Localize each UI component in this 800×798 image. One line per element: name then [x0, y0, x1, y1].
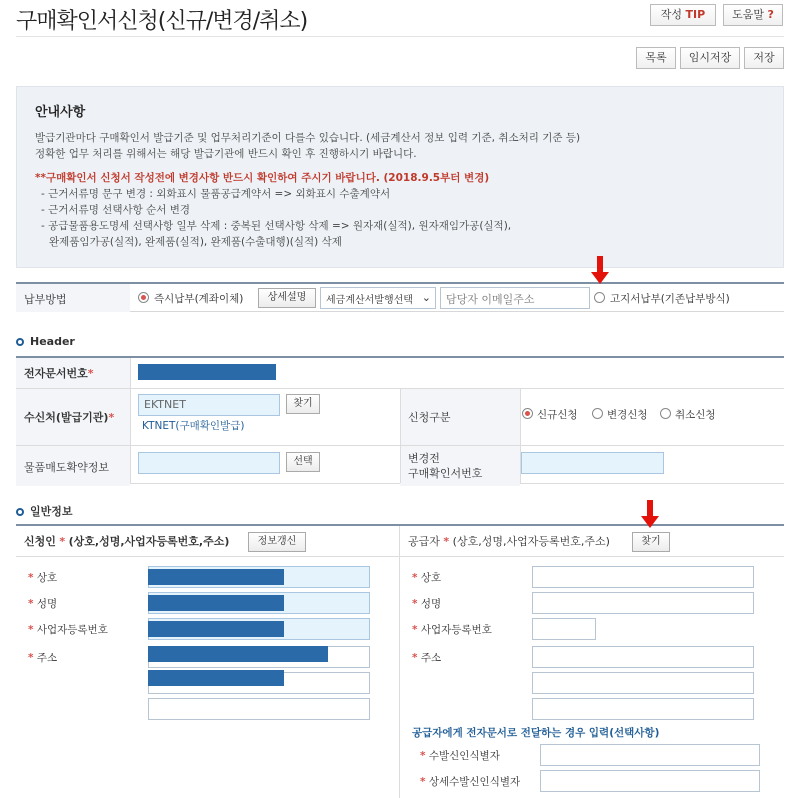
supplier-address-field-3[interactable]: [532, 698, 754, 720]
supplier-name-field[interactable]: [532, 592, 754, 614]
detail-button[interactable]: 상세설명: [258, 288, 316, 308]
notice-item: - 공급물품용도명세 선택사항 일부 삭제 : 중복된 선택사항 삭제 => 원자재(실적), 원자재임가공(실적),: [41, 220, 512, 232]
notice-item: - 근거서류명 문구 변경 : 외화표시 물품공급계약서 => 외화표시 수출계약서: [41, 188, 391, 200]
applicant-bizno-redaction: [148, 621, 284, 637]
request-type-label: 신청구분: [408, 411, 451, 424]
invoice-select[interactable]: [320, 287, 436, 309]
notice-box: [16, 86, 784, 268]
notice-warning: **구매확인서 신청서 작성전에 변경사항 반드시 확인하여 주시기 바랍니다. (2018.9.5부터 변경): [35, 172, 490, 184]
sender-id-field[interactable]: [540, 744, 760, 766]
supplier-header: 공급자 * (상호,성명,사업자등록번호,주소): [400, 526, 784, 556]
receiver-input[interactable]: EKTNET: [138, 394, 280, 416]
list-button[interactable]: 목록: [636, 47, 676, 69]
supplier-address-label: * 주소: [412, 652, 442, 664]
general-section-title: [16, 503, 73, 519]
annotation-arrow-icon: [645, 500, 655, 530]
chevron-down-icon: ⌄: [421, 291, 431, 304]
applicant-name-label: * 성명: [28, 598, 58, 610]
supplier-label: 공급자: [408, 535, 440, 548]
applicant-company-label: * 상호: [28, 572, 58, 584]
changed-label-cell: [400, 446, 520, 486]
notice-line: 발급기관마다 구매확인서 발급기준 및 업무처리기준이 다를수 있습니다. (세금계산서 정보 입력 기준, 취소처리 기준 등): [35, 132, 581, 144]
request-type-label-cell: [400, 389, 520, 445]
bullet-icon: [16, 338, 24, 346]
doc-no-label-cell: 전자문서번호*: [16, 358, 130, 388]
payment-immediate-label: 즉시납부(계좌이체): [154, 293, 244, 305]
bullet-icon: [16, 508, 24, 516]
applicant-address-redaction-1: [148, 646, 328, 662]
changed-label-1: 변경전: [408, 452, 440, 465]
type-cancel-radio[interactable]: [660, 408, 671, 419]
supplier-note: 공급자에게 전자문서로 전달하는 경우 입력(선택사항): [412, 727, 660, 739]
applicant-address-redaction-2: [148, 670, 284, 686]
payment-label: 납부방법: [16, 284, 130, 312]
refresh-info-button[interactable]: 정보갱신: [248, 532, 306, 552]
tip-accent: TIP: [685, 8, 706, 21]
contract-label: 물품매도확약정보: [24, 461, 110, 474]
supplier-address-field-1[interactable]: [532, 646, 754, 668]
header-section-title: [16, 335, 75, 348]
sender-detail-id-label: * 상세수발신인식별자: [420, 776, 521, 788]
annotation-arrow-icon: [595, 256, 605, 286]
supplier-bizno-label: * 사업자등록번호: [412, 624, 492, 636]
payment-row: [16, 282, 784, 312]
type-cancel-label: 취소신청: [675, 409, 716, 421]
notice-item: - 근거서류명 선택사항 순서 변경: [41, 204, 190, 216]
save-button[interactable]: 저장: [744, 47, 784, 69]
contract-label-cell: [16, 446, 130, 486]
changed-label-2: 구매확인서번호: [408, 467, 483, 480]
supplier-sub: (상호,성명,사업자등록번호,주소): [452, 535, 610, 548]
applicant-address-label: * 주소: [28, 652, 58, 664]
header-table: [16, 356, 784, 484]
applicant-label: 신청인: [24, 535, 56, 548]
changed-doc-input[interactable]: [521, 452, 664, 474]
sender-detail-id-field[interactable]: [540, 770, 760, 792]
supplier-company-field[interactable]: [532, 566, 754, 588]
type-change-label: 변경신청: [607, 409, 648, 421]
temp-save-button[interactable]: 임시저장: [680, 47, 740, 69]
receiver-label: 수신처(발급기관): [24, 411, 109, 424]
payment-notice-label: 고지서납부(기존납부방식): [610, 293, 730, 305]
page-title: 구매확인서신청(신규/변경/취소): [16, 9, 308, 34]
notice-heading: 안내사항: [35, 105, 86, 120]
applicant-header: 신청인 * (상호,성명,사업자등록번호,주소): [16, 526, 399, 556]
supplier-name-label: * 성명: [412, 598, 442, 610]
email-field[interactable]: 담당자 이메일주소: [440, 287, 590, 309]
general-section-label: 일반정보: [30, 505, 73, 518]
type-new-label: 신규신청: [537, 409, 578, 421]
applicant-address-field-3[interactable]: [148, 698, 370, 720]
supplier-address-field-2[interactable]: [532, 672, 754, 694]
supplier-find-button[interactable]: 찾기: [632, 532, 670, 552]
notice-line: 정확한 업무 처리를 위해서는 해당 발급기관에 반드시 확인 후 진행하시기 바랍니다.: [35, 148, 417, 160]
applicant-bizno-label: * 사업자등록번호: [28, 624, 108, 636]
applicant-sub: (상호,성명,사업자등록번호,주소): [68, 535, 230, 548]
payment-notice-radio[interactable]: [594, 292, 605, 303]
help-label: 도움말: [732, 8, 768, 21]
invoice-select-value: 세금계산서발행선택: [326, 295, 413, 306]
tip-button[interactable]: [650, 4, 716, 26]
tip-label: 작성: [660, 8, 686, 21]
doc-no-redaction: [138, 364, 276, 380]
doc-no-label: 전자문서번호: [24, 367, 88, 380]
general-table: [16, 524, 784, 798]
supplier-bizno-field[interactable]: [532, 618, 596, 640]
type-new-radio[interactable]: [522, 408, 533, 419]
contract-select-button[interactable]: 선택: [286, 452, 320, 472]
applicant-name-redaction: [148, 595, 284, 611]
payment-immediate-radio[interactable]: [138, 292, 149, 303]
header-section-label: Header: [30, 335, 75, 348]
supplier-company-label: * 상호: [412, 572, 442, 584]
receiver-link[interactable]: KTNET(구매확인발급): [142, 420, 245, 432]
receiver-label-cell: 수신처(발급기관)*: [16, 389, 130, 445]
title-divider: [16, 36, 784, 37]
help-accent: ?: [767, 8, 774, 21]
help-button[interactable]: [723, 4, 783, 26]
notice-item: 완제품임가공(실적), 완제품(실적), 완제품(수출대행)(실적) 삭제: [49, 236, 342, 248]
applicant-company-redaction: [148, 569, 284, 585]
receiver-find-button[interactable]: 찾기: [286, 394, 320, 414]
contract-input[interactable]: [138, 452, 280, 474]
type-change-radio[interactable]: [592, 408, 603, 419]
sender-id-label: * 수발신인식별자: [420, 750, 500, 762]
